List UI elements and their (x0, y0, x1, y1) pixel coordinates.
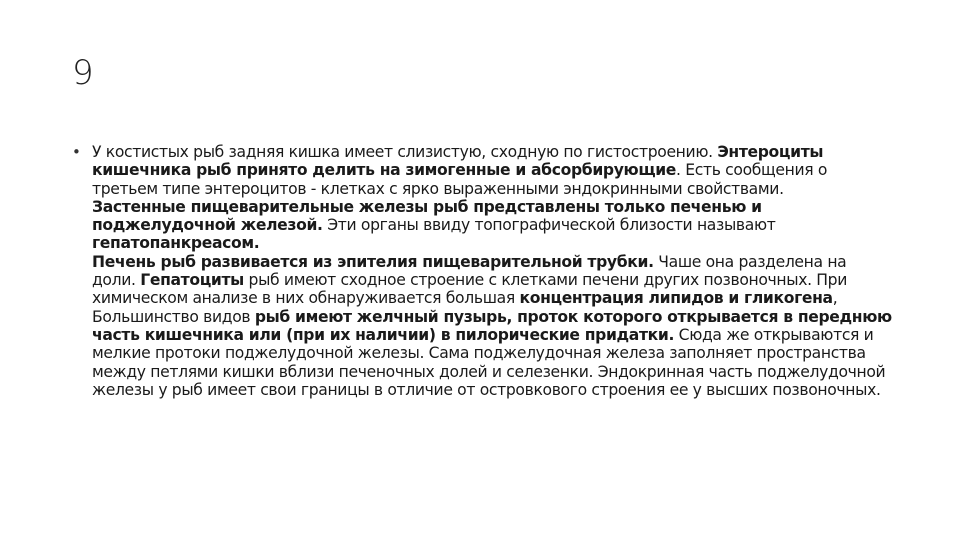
bold-text-run: рыб имеют желчный пузырь, проток которого открывается в переднюю часть кишечника или (при их наличии) в пилорические придатки. (92, 307, 892, 344)
paragraph (92, 253, 892, 399)
bullet-item (72, 143, 892, 399)
bullet-text (92, 143, 892, 399)
bold-text-run: Гепатоциты (140, 271, 244, 290)
bold-text-run: Застенные пищеварительные железы рыб представлены только печенью и поджелудочной железой. (92, 197, 762, 235)
text-run: рыб имеют сходное строение с клетками печени других позвоночных. При химическом анализе в них обнаруживается большая (92, 271, 848, 308)
bullet-icon: • (72, 143, 81, 161)
text-run: , Большинство видов (92, 289, 838, 326)
bold-text-run: Энтероциты кишечника рыб принято делить на зимогенные и абсорбирующие (92, 143, 824, 180)
text-run: У костистых рыб задняя кишка имеет слизистую, сходную по гистостроению. (92, 143, 718, 161)
text-run: Эти органы ввиду топографической близости называют (322, 216, 776, 235)
bold-text-run: гепатопанкреасом. (92, 234, 260, 253)
text-run: . Есть сообщения о третьем типе энтероцитов - клетках с ярко выраженными эндокринными свойствами. (92, 161, 828, 198)
slide-title: 9 (72, 53, 94, 93)
paragraph (92, 198, 892, 253)
paragraph (92, 143, 892, 198)
text-run: Чаше она разделена на доли. (92, 252, 847, 290)
bold-text-run: концентрация липидов и гликогена (519, 289, 833, 308)
bold-text-run: Печень рыб развивается из эпителия пищеварительной трубки. (92, 252, 654, 271)
text-run: Сюда же открываются и мелкие протоки поджелудочной железы. Сама поджелудочная железа заполняет пространства между петлями кишки вблизи печеночных долей и селезенки. Эндокринная часть поджелудочной железы у рыб имеет свои границы в отличие от островкового строения ее у высших позвоночных. (92, 325, 886, 399)
slide-content (72, 143, 892, 399)
